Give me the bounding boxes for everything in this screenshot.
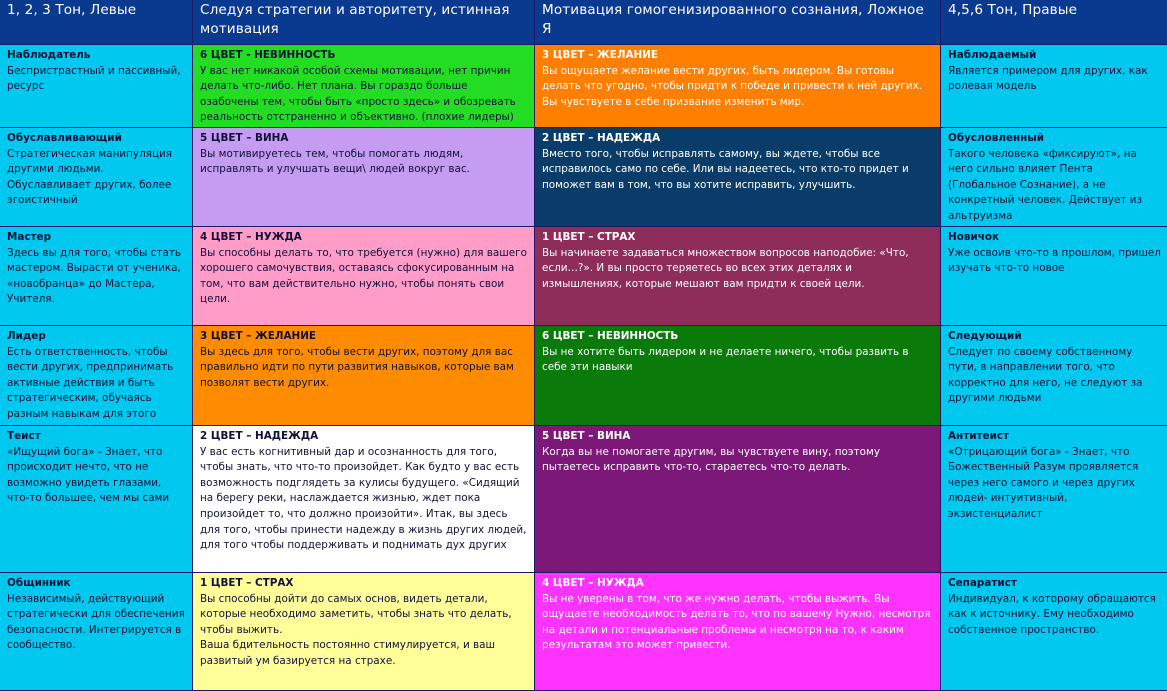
cell-text: Вы способны делать то, что требуется (нужно) для вашего хорошего самочувствия, оставаясь сфокусированным на том, что вам действительно нужно, чтобы понять свои цели.: [200, 246, 527, 306]
cell-title: Общинник: [7, 577, 71, 589]
cell-text: Вы не хотите быть лидером и не делаете ничего, чтобы развить в себе эти навыки: [542, 345, 909, 374]
cell-conditioner: [0, 128, 193, 227]
cell-text: Есть ответственность, чтобы вести других, предпринимать активные действия и быть стратегическим, обучаясь разным навыкам для этого: [7, 345, 174, 420]
cell-text: Вы ощущаете желание вести других, быть лидером. Вы готовы делать что угодно, чтобы придти к победе и привести к ней других. Вы чувствуете в себе призвание изменить мир.: [542, 64, 923, 108]
cell-color2-hope: [535, 128, 941, 227]
cell-title: Следующий: [948, 330, 1022, 342]
cell-text: Здесь вы для того, чтобы стать мастером. Вырасти от ученика, «новобранца» до Мастера, Учителя.: [7, 246, 181, 306]
cell-text: «Ищущий бога» - Знает, что происходит нечто, что не возможно увидеть глазами, что-то большее, чем мы сами: [7, 445, 170, 505]
header-false-self: Мотивация гомогенизированного сознания, Ложное Я: [535, 0, 941, 45]
cell-title: 3 ЦВЕТ – ЖЕЛАНИЕ: [200, 330, 317, 342]
cell-text: Такого человека «фиксируют», на него сильно влияет Пента (Глобальное Сознание), а не конкретный человек. Действует из альтруизма: [948, 147, 1143, 222]
cell-text: Вы не уверены в том, что же нужно делать, чтобы выжить. Вы ощущаете необходимость делать то, что по вашему Нужно, несмотря на детали и потенциальные проблемы и несмотря на то, к каким результатам это может привести.: [542, 592, 931, 652]
cell-color3-desire: [193, 326, 535, 426]
cell-title: 5 ЦВЕТ – ВИНА: [200, 132, 289, 144]
cell-communalist: [0, 573, 193, 691]
cell-color1-fear: [535, 227, 941, 326]
cell-title: Антитеист: [948, 430, 1010, 442]
cell-text: Следует по своему собственному пути, в направлении того, что корректно для него, не следуют за другими людьми: [948, 345, 1143, 405]
cell-title: 6 ЦВЕТ - НЕВИННОСТЬ: [200, 49, 336, 61]
cell-text-2: Ваша бдительность постоянно стимулируется, и ваш развитый ум базируется на страхе.: [200, 639, 496, 667]
cell-text: Вы начинаете задаваться множеством вопросов наподобие: «Что, если…?». И вы просто теряетесь во всех этих деталях и измышлениях, которые мешают вам придти к своей цели.: [542, 246, 909, 290]
cell-color4-need: [193, 227, 535, 326]
cell-text: Когда вы не помогаете другим, вы чувствуете вину, поэтому пытаетесь исправить что-то, стараетесь что-то делать.: [542, 445, 880, 474]
cell-title: 2 ЦВЕТ – НАДЕЖДА: [542, 132, 661, 144]
cell-color3-desire: [535, 45, 941, 128]
header-left-tones: 1, 2, 3 Тон, Левые: [0, 0, 193, 45]
cell-title: 2 ЦВЕТ – НАДЕЖДА: [200, 430, 319, 442]
cell-theist: [0, 426, 193, 573]
cell-title: 4 ЦВЕТ – НУЖДА: [200, 231, 302, 243]
cell-master: [0, 227, 193, 326]
cell-title: Обуславливающий: [7, 132, 122, 144]
cell-color2-hope: [193, 426, 535, 573]
cell-text: Является примером для других, как ролевая модель: [948, 64, 1148, 93]
cell-conditioned: [941, 128, 1167, 227]
cell-text: У вас есть когнитивный дар и осознанность для того, чтобы знать, что что-то произойдет. Как будто у вас есть возможность подглядеть за кулисы будущего. «Сидящий на берегу реки, наслаждается жизнью, ждет пока произойдет то, что должно произойти». Итак, вы здесь для того, чтобы принести надежду в жизнь других людей, для того чтобы поддерживать и поднимать дух других: [200, 445, 527, 552]
cell-text: Уже освоив что-то в прошлом, пришел изучать что-то новое: [948, 246, 1161, 275]
cell-color6-innocence: [193, 45, 535, 128]
cell-title: Наблюдатель: [7, 49, 91, 61]
header-right-tones: 4,5,6 Тон, Правые: [941, 0, 1167, 45]
cell-title: Новичок: [948, 231, 1000, 243]
cell-title: 1 ЦВЕТ – СТРАХ: [200, 577, 294, 589]
cell-title: Мастер: [7, 231, 52, 243]
cell-color5-guilt: [535, 426, 941, 573]
cell-follower: [941, 326, 1167, 426]
cell-title: 4 ЦВЕТ – НУЖДА: [542, 577, 644, 589]
cell-leader: [0, 326, 193, 426]
cell-title: 1 ЦВЕТ – СТРАХ: [542, 231, 636, 243]
cell-color1-fear: [193, 573, 535, 691]
header-true-motivation: Следуя стратегии и авторитету, истинная мотивация: [193, 0, 535, 45]
cell-text: У вас нет никакой особой схемы мотивации, нет причин делать что-либо. Нет плана. Вы гораздо больше озабочены тем, чтобы быть «просто здесь» и обозревать реальность отстраненно и объективно. (плохие лидеры): [200, 64, 516, 124]
cell-observer: [0, 45, 193, 128]
cell-title: 6 ЦВЕТ – НЕВИННОСТЬ: [542, 330, 679, 342]
cell-text: «Отрицающий бога» - Знает, что Божественный Разум проявляется через него самого и через других людей- интуитивный, экзистенциалист: [948, 445, 1139, 520]
cell-text: Вы здесь для того, чтобы вести других, поэтому для вас правильно идти по пути развития навыков, которые вам позволят вести других.: [200, 345, 514, 389]
cell-text: Вы способны дойти до самых основ, видеть детали, которые необходимо заметить, чтобы знать что делать, чтобы выжить.: [200, 592, 512, 636]
cell-title: Обусловленный: [948, 132, 1045, 144]
cell-text: Стратегическая манипуляция другими людьми. Обуславливает других, более эгоистичный: [7, 147, 173, 207]
cell-text: Независимый, действующий стратегически для обеспечения безопасности. Интегрируется в сообщество.: [7, 592, 185, 652]
cell-text: Беспристрастный и пассивный, ресурс: [7, 64, 181, 93]
cell-color5-guilt: [193, 128, 535, 227]
cell-novice: [941, 227, 1167, 326]
cell-title: Сепаратист: [948, 577, 1017, 589]
cell-title: 5 ЦВЕТ – ВИНА: [542, 430, 631, 442]
cell-separatist: [941, 573, 1167, 691]
cell-title: Теист: [7, 430, 41, 442]
cell-text: Вместо того, чтобы исправлять самому, вы ждете, чтобы все исправилось само по себе. Или вы надеетесь, что кто-то придет и поможет вам в том, что вы хотите исправить, улучшить.: [542, 147, 909, 191]
cell-title: 3 ЦВЕТ – ЖЕЛАНИЕ: [542, 49, 659, 61]
cell-color4-need: [535, 573, 941, 691]
cell-text: Вы мотивируетесь тем, чтобы помогать людям, исправлять и улучшать вещи\ людей вокруг вас.: [200, 147, 470, 176]
cell-title: Наблюдаемый: [948, 49, 1037, 61]
cell-observed: [941, 45, 1167, 128]
cell-antitheist: [941, 426, 1167, 573]
cell-text: Индивидуал, к которому обращаются как к источнику. Ему необходимо собственное пространство.: [948, 592, 1156, 636]
cell-title: Лидер: [7, 330, 46, 342]
cell-color6-innocence: [535, 326, 941, 426]
